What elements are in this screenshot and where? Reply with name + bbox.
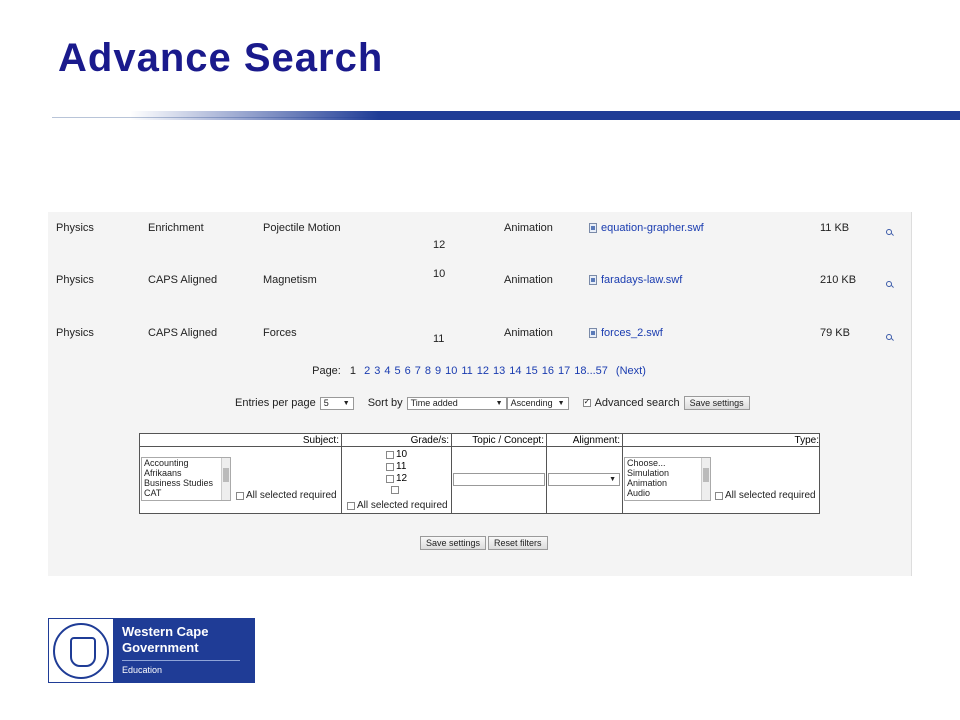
page-link[interactable]: 9	[434, 365, 442, 377]
sort-select[interactable]: Time added ▼	[407, 397, 507, 410]
coat-of-arms-icon	[48, 618, 114, 683]
search-screenshot-panel	[48, 212, 912, 576]
save-settings-button[interactable]: Save settings	[420, 536, 486, 550]
file-icon	[589, 275, 597, 285]
result-topic: Magnetism	[263, 274, 317, 286]
checkbox	[236, 492, 244, 500]
result-file	[589, 222, 704, 234]
reset-filters-button[interactable]: Reset filters	[488, 536, 548, 550]
result-subject: Physics	[56, 222, 94, 234]
order-select[interactable]: Ascending ▼	[507, 397, 569, 410]
filter-actions	[420, 536, 548, 550]
topic-input[interactable]	[453, 473, 545, 486]
result-size: 79 KB	[820, 327, 850, 339]
page-links	[362, 365, 648, 377]
alignment-header: Alignment:	[572, 435, 620, 446]
page-label: Page:	[312, 365, 341, 377]
result-category: CAPS Aligned	[148, 274, 218, 286]
entries-label: Entries per page	[235, 397, 316, 409]
logo-line-1: Western Cape	[122, 624, 209, 639]
result-grade: 11	[433, 333, 445, 345]
pagination	[48, 365, 912, 377]
type-all-required[interactable]: All selected required	[715, 490, 816, 501]
logo-line-3: Education	[122, 665, 163, 675]
result-subject: Physics	[56, 274, 94, 286]
page-link[interactable]: 3	[374, 365, 381, 377]
entries-select[interactable]: 5 ▼	[320, 397, 354, 410]
page-link[interactable]: 15	[525, 365, 538, 377]
page-link[interactable]: 6	[404, 365, 411, 377]
type-listbox[interactable]: Choose... Simulation Animation Audio	[624, 457, 711, 501]
page-link[interactable]: 18...57	[574, 365, 608, 377]
page-link[interactable]: (Next)	[615, 365, 646, 377]
page-link[interactable]: 5	[394, 365, 401, 377]
settings-bar	[235, 396, 750, 410]
preview-icon[interactable]	[886, 331, 892, 343]
grade-10-option[interactable]: 10	[386, 449, 407, 460]
result-size: 11 KB	[820, 222, 850, 234]
result-row	[48, 268, 912, 326]
grade-column	[342, 434, 452, 513]
advanced-search-label: Advanced search	[594, 397, 680, 409]
result-grade: 10	[433, 268, 446, 280]
filter-table	[139, 433, 820, 514]
result-file	[589, 274, 682, 286]
result-row	[48, 222, 912, 274]
grade-12-option[interactable]: 12	[386, 473, 407, 484]
result-category: Enrichment	[148, 222, 204, 234]
current-page: 1	[349, 365, 357, 377]
preview-icon[interactable]	[886, 226, 892, 238]
page-link[interactable]: 4	[384, 365, 391, 377]
result-size: 210 KB	[820, 274, 857, 286]
page-link[interactable]: 10	[445, 365, 458, 377]
logo-line-2: Government	[122, 640, 199, 655]
grade-11-option[interactable]: 11	[386, 461, 406, 472]
result-type: Animation	[504, 327, 553, 339]
page-link[interactable]: 11	[461, 365, 473, 377]
type-column	[623, 434, 821, 513]
subject-all-required[interactable]: All selected required	[236, 490, 337, 501]
grade-header: Grade/s:	[410, 435, 449, 446]
page-link[interactable]: 14	[509, 365, 522, 377]
page-link[interactable]: 7	[414, 365, 421, 377]
result-file	[589, 327, 663, 339]
result-grade: 12	[433, 239, 446, 251]
subject-listbox[interactable]: Accounting Afrikaans Business Studies CAT	[141, 457, 231, 501]
file-icon	[589, 328, 597, 338]
result-topic: Pojectile Motion	[263, 222, 341, 234]
page-link[interactable]: 16	[541, 365, 555, 377]
topic-header: Topic / Concept:	[472, 435, 544, 446]
page-link[interactable]: 8	[424, 365, 431, 377]
alignment-select[interactable]: ▼	[548, 473, 620, 486]
western-cape-logo	[48, 618, 255, 683]
result-type: Animation	[504, 222, 553, 234]
result-category: CAPS Aligned	[148, 327, 218, 339]
alignment-column	[547, 434, 623, 513]
subject-column	[140, 434, 342, 513]
slide-title: Advance Search	[58, 36, 384, 80]
preview-icon[interactable]	[886, 278, 892, 290]
topic-column	[452, 434, 547, 513]
type-header: Type:	[794, 435, 819, 446]
subject-header: Subject:	[302, 435, 339, 446]
page-link[interactable]: 12	[476, 365, 490, 377]
grade-all-required[interactable]: All selected required	[347, 500, 448, 511]
advanced-search-checkbox[interactable]	[583, 399, 591, 407]
result-subject: Physics	[56, 327, 94, 339]
save-settings-top-button[interactable]: Save settings	[684, 396, 750, 410]
file-icon	[589, 223, 597, 233]
result-topic: Forces	[263, 327, 297, 339]
grade-other-option[interactable]	[391, 486, 399, 494]
title-divider-bar	[130, 111, 960, 120]
page-link[interactable]: 13	[493, 365, 506, 377]
file-link[interactable]: faradays-law.swf	[601, 274, 683, 286]
page-link[interactable]: 17	[558, 365, 571, 377]
sort-label: Sort by	[367, 397, 403, 409]
file-link[interactable]: equation-grapher.swf	[601, 222, 704, 234]
result-type: Animation	[504, 274, 553, 286]
file-link[interactable]: forces_2.swf	[601, 327, 663, 339]
page-link[interactable]: 2	[364, 365, 371, 377]
